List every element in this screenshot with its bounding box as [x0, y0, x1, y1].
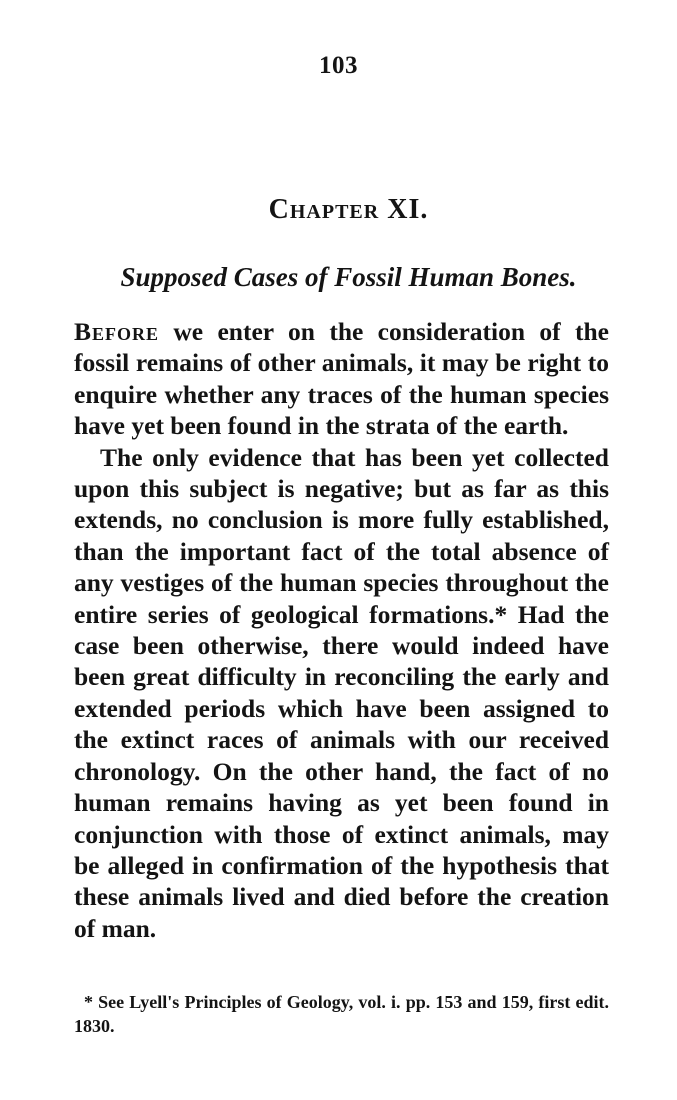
- paragraph-1-lead-word: Before: [74, 317, 160, 346]
- page-number: 103: [319, 52, 358, 79]
- body-text: [74, 316, 609, 944]
- footnote: [74, 990, 609, 1038]
- footnote-text: * See Lyell's Principles of Geology, vol. i. pp. 153 and 159, first edit. 1830.: [74, 992, 609, 1036]
- paragraph-2: The only evidence that has been yet collected upon this subject is negative; but as far as this extends, no conclusion is more fully established, than the important fact of the total absence of any vestiges of the human species throughout the entire series of geological formations.* Had the case been otherwise, there would indeed have been great difficulty in reconciling the early and extended periods which have been assigned to the extinct races of animals with our received chronology. On the other hand, the fact of no human remains having as yet been found in conjunction with those of extinct animals, may be alleged in confirmation of the hypothesis that these animals lived and died before the creation of man.: [74, 442, 609, 943]
- chapter-heading: Chapter XI.: [268, 194, 429, 225]
- paragraph-1: [74, 316, 609, 442]
- paragraph-1-text: we enter on the consideration of the fossil remains of other animals, it may be right to enquire whether any traces of the human species have yet been found in the strata of the earth.: [74, 317, 609, 441]
- chapter-subtitle: Supposed Cases of Fossil Human Bones.: [120, 262, 577, 292]
